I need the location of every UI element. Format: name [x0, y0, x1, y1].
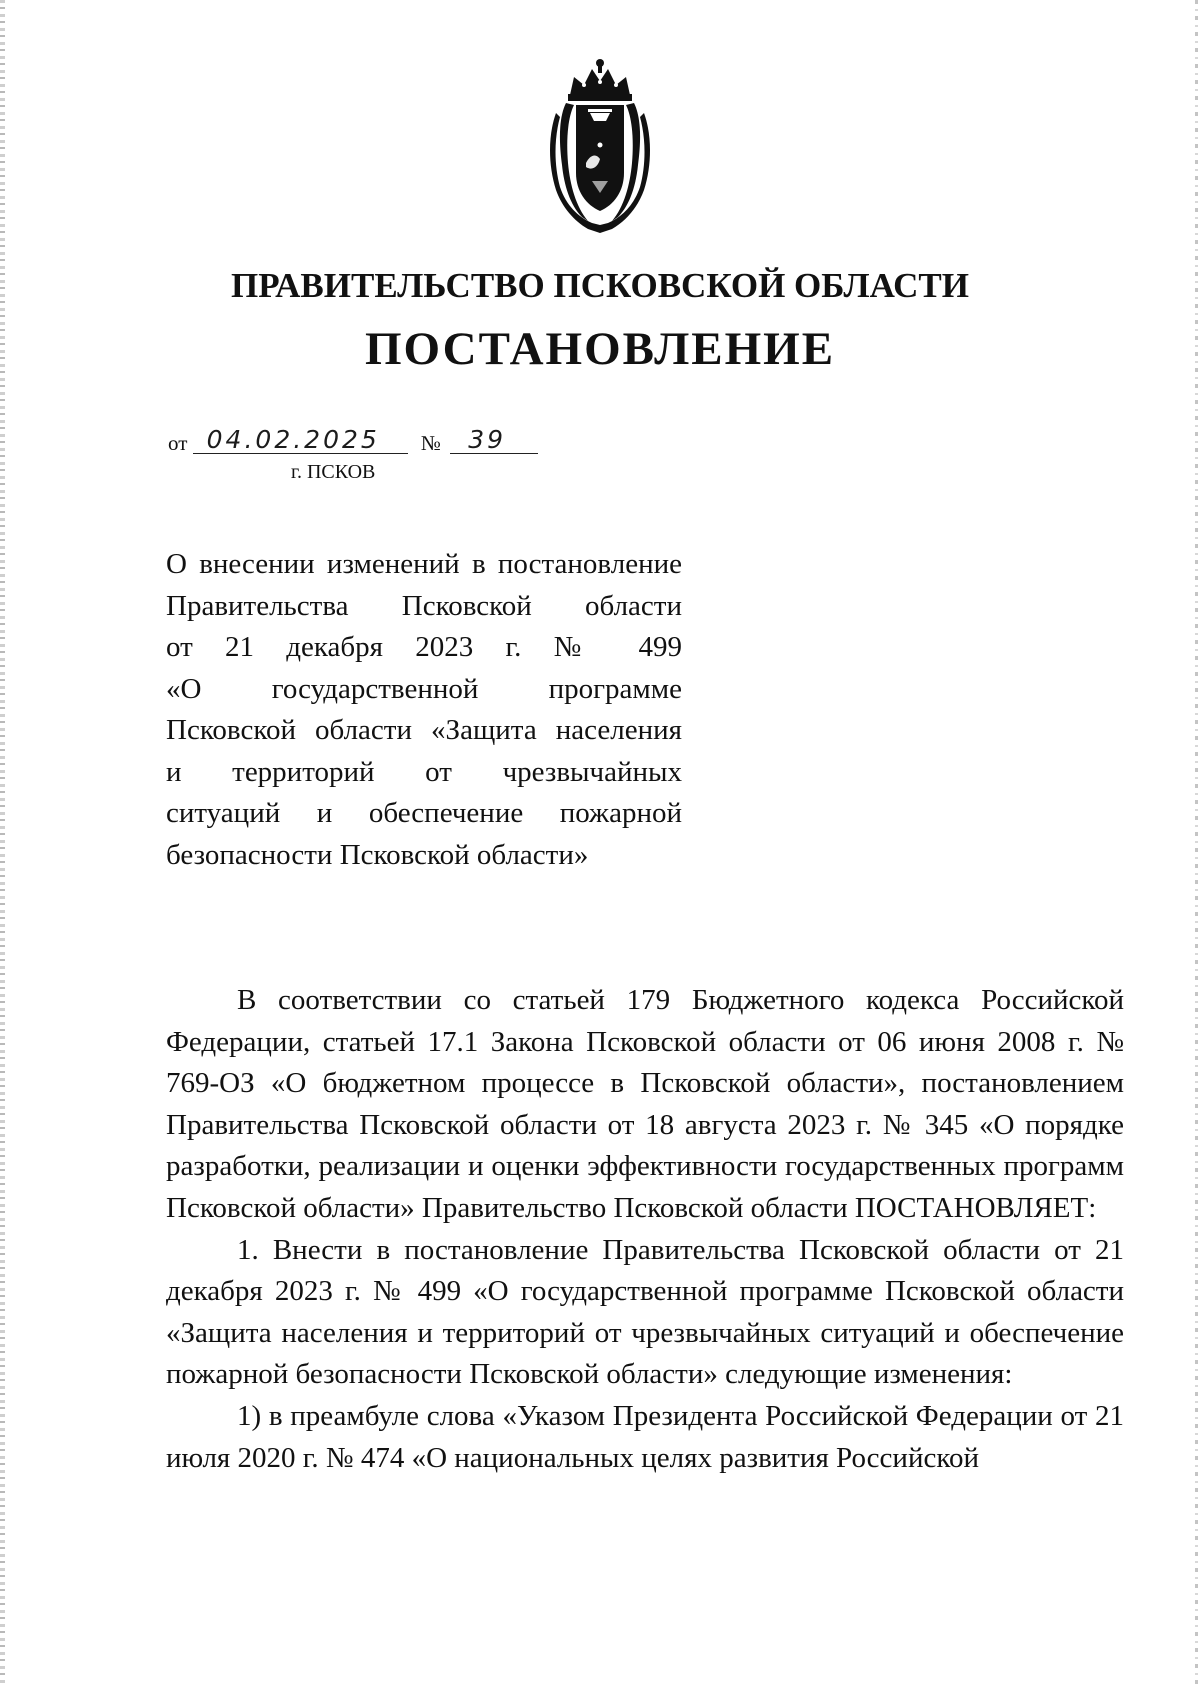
subject-line: «О государственной программе	[166, 672, 682, 705]
subject-line: Псковской области «Защита населения	[166, 714, 682, 746]
scan-edge-left	[0, 0, 5, 1686]
subject-line: от 21 декабря 2023 г. № 499	[166, 631, 682, 663]
preamble-paragraph: В соответствии со статьей 179 Бюджетного кодекса Российской Федерации, статьей 17.1 Закона Псковской области от 06 июня 2008 г. № 769-ОЗ «О бюджетном процессе в Псковской области», постановлением Правительства Псковской области от 18 августа 2023 г. № 345 «О порядке разработки, реализации и оценки эффективности государственных программ Псковской области» Правительство Псковской области ПОСТАНОВЛЯЕТ:	[166, 984, 1124, 1224]
scan-edge-right	[1195, 0, 1198, 1686]
date-prefix: от	[168, 431, 188, 455]
subject-line: и территорий от чрезвычайных	[166, 755, 682, 788]
handwritten-number: 39	[450, 426, 538, 454]
handwritten-date: 04.02.2025	[193, 426, 408, 454]
government-title: ПРАВИТЕЛЬСТВО ПСКОВСКОЙ ОБЛАСТИ	[231, 266, 969, 305]
number-sign: №	[420, 431, 441, 455]
subject-line: Правительства Псковской области	[166, 589, 682, 622]
city-label: г. ПСКОВ	[291, 461, 376, 483]
document-subject	[166, 544, 682, 876]
subject-line: безопасности Псковской области»	[166, 838, 589, 871]
coat-of-arms-icon	[530, 55, 670, 237]
subject-line: О внесении изменений в постановление	[166, 548, 682, 580]
subject-line: ситуаций и обеспечение пожарной	[166, 797, 682, 829]
item-1-subitem-1-paragraph: 1) в преамбуле слова «Указом Президента Российской Федерации от 21 июля 2020 г. № 474 «О национальных целях развития Российской	[166, 1399, 1124, 1474]
document-type-title: ПОСТАНОВЛЕНИЕ	[364, 323, 836, 375]
item-1-paragraph: 1. Внести в постановление Правительства Псковской области от 21 декабря 2023 г. № 499 «О государственной программе Псковской области «Защита населения и территорий от чрезвычайных ситуаций и обеспечение пожарной безопасности Псковской области» следующие изменения:	[166, 1233, 1124, 1391]
date-number-line	[168, 425, 538, 456]
document-body	[166, 980, 1124, 1479]
